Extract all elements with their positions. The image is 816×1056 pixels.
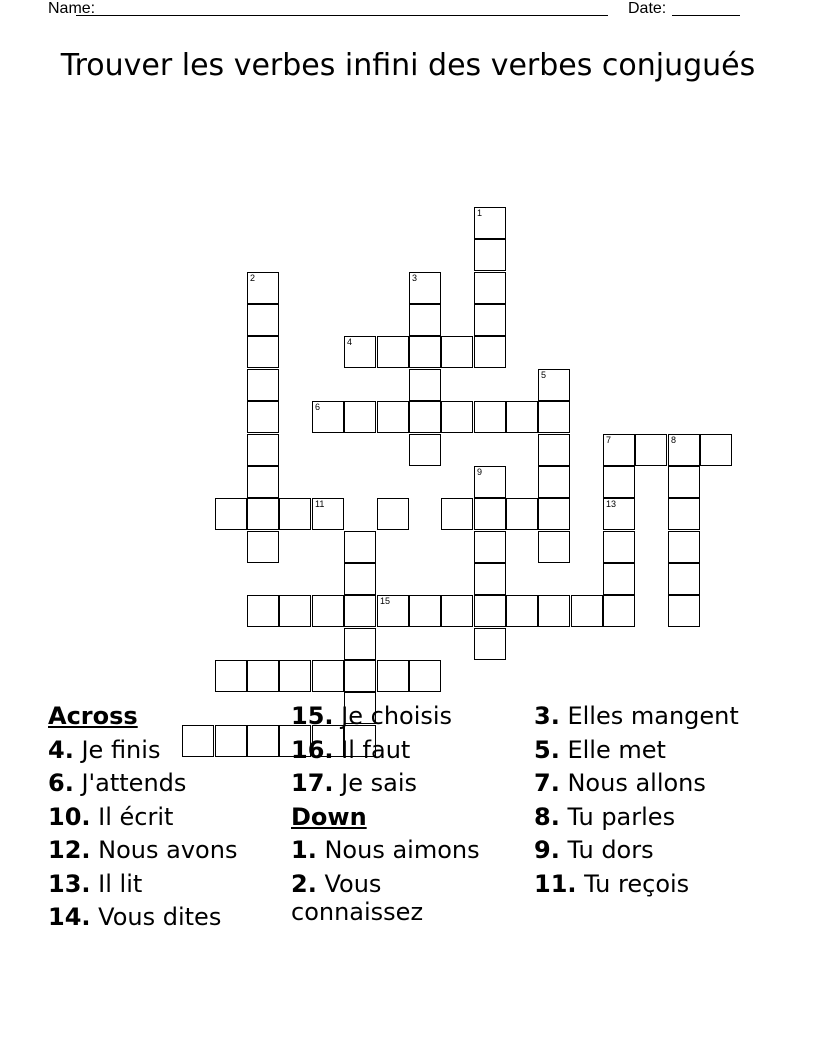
grid-cell [377, 660, 409, 692]
clue-number: 2. [291, 869, 317, 898]
grid-cell [312, 401, 344, 433]
clue-text: Vous connaissez [291, 869, 424, 926]
grid-cell [474, 401, 506, 433]
grid-cell [215, 660, 247, 692]
clue-text: Il faut [341, 735, 411, 764]
clues-column-2 [291, 702, 521, 931]
clue-across-6 [48, 769, 278, 797]
clue-number-label: 3 [412, 273, 418, 283]
grid-cell [474, 272, 506, 304]
grid-cell [506, 498, 538, 530]
clue-number: 6. [48, 769, 74, 797]
grid-cell [441, 595, 473, 627]
grid-cell [377, 498, 409, 530]
grid-cell [344, 628, 376, 660]
clue-number-label: 2 [250, 273, 256, 283]
clue-text: Je finis [81, 735, 161, 764]
grid-cell [409, 660, 441, 692]
clue-number-label: 9 [477, 467, 483, 477]
grid-cell [409, 272, 441, 304]
clue-number-label: 15 [380, 596, 391, 606]
grid-cell [441, 401, 473, 433]
clue-down-8 [534, 803, 774, 831]
grid-cell [474, 239, 506, 271]
grid-cell [409, 434, 441, 466]
grid-cell [409, 304, 441, 336]
clue-across-10 [48, 803, 278, 831]
clue-text: Il écrit [98, 802, 174, 831]
grid-cell [635, 434, 667, 466]
clue-number: 8. [534, 802, 560, 831]
grid-cell [409, 595, 441, 627]
grid-cell [474, 207, 506, 239]
grid-cell [603, 595, 635, 627]
grid-cell [312, 498, 344, 530]
clue-down-2 [291, 870, 521, 926]
clue-number: 4. [48, 735, 74, 764]
clue-text: Je sais [341, 769, 418, 797]
grid-cell [247, 369, 279, 401]
clue-across-12 [48, 836, 278, 864]
clue-across-16 [291, 736, 521, 764]
clue-number: 17. [291, 769, 334, 797]
clue-number: 11. [534, 869, 577, 898]
grid-cell [247, 660, 279, 692]
clue-number-label: 13 [606, 499, 617, 509]
grid-cell [409, 369, 441, 401]
grid-cell [247, 434, 279, 466]
grid-cell [474, 595, 506, 627]
clue-text: Nous aimons [324, 836, 480, 864]
clues-column-3 [534, 702, 774, 903]
grid-cell [377, 401, 409, 433]
grid-cell [377, 336, 409, 368]
clue-across-17 [291, 769, 521, 797]
clue-number: 14. [48, 903, 91, 931]
clue-down-1 [291, 836, 521, 864]
across-heading: Across [48, 702, 138, 730]
grid-cell [668, 498, 700, 530]
clue-down-3 [534, 702, 774, 730]
clue-text: Tu parles [567, 802, 676, 831]
grid-cell [603, 434, 635, 466]
clue-text: Vous dites [98, 903, 222, 931]
clue-number: 1. [291, 836, 317, 864]
grid-cell [603, 531, 635, 563]
grid-cell [409, 336, 441, 368]
clue-text: Je choisis [341, 702, 453, 730]
clue-number-label: 1 [477, 208, 483, 218]
clue-across-4 [48, 736, 278, 764]
grid-cell [538, 466, 570, 498]
grid-cell [279, 660, 311, 692]
grid-cell [668, 466, 700, 498]
grid-cell [344, 595, 376, 627]
grid-cell [538, 498, 570, 530]
grid-cell [474, 563, 506, 595]
clues-column-1 [48, 702, 278, 937]
name-label: Name: [48, 0, 96, 17]
grid-cell [344, 660, 376, 692]
grid-cell [344, 401, 376, 433]
clue-number: 3. [534, 702, 560, 730]
grid-cell [603, 563, 635, 595]
grid-cell [215, 498, 247, 530]
clue-number: 10. [48, 802, 91, 831]
clue-text: Nous allons [567, 769, 706, 797]
clue-number-label: 5 [541, 370, 547, 380]
grid-cell [474, 628, 506, 660]
clue-text: Tu dors [567, 836, 654, 864]
grid-cell [506, 595, 538, 627]
grid-cell [312, 660, 344, 692]
grid-cell [312, 595, 344, 627]
clue-text: Nous avons [98, 836, 238, 864]
clue-number-label: 8 [671, 435, 677, 445]
grid-cell [441, 498, 473, 530]
clue-down-11 [534, 870, 774, 898]
clue-across-14 [48, 903, 278, 931]
grid-cell [247, 498, 279, 530]
clue-number: 16. [291, 735, 334, 764]
grid-cell [474, 336, 506, 368]
down-heading: Down [291, 802, 367, 831]
clue-text: Il lit [98, 869, 143, 898]
clue-number: 7. [534, 769, 560, 797]
grid-cell [603, 498, 635, 530]
grid-cell [538, 531, 570, 563]
grid-cell [344, 336, 376, 368]
grid-cell [668, 434, 700, 466]
clue-across-13 [48, 870, 278, 898]
grid-cell [571, 595, 603, 627]
clue-number-label: 11 [315, 499, 325, 509]
grid-cell [700, 434, 732, 466]
clue-text: Elles mangent [567, 702, 739, 730]
clue-down-7 [534, 769, 774, 797]
clue-number-label: 7 [606, 435, 612, 445]
clue-across-15 [291, 702, 521, 730]
grid-cell [506, 401, 538, 433]
grid-cell [538, 401, 570, 433]
grid-cell [409, 401, 441, 433]
grid-cell [668, 563, 700, 595]
grid-cell [668, 595, 700, 627]
grid-cell [668, 531, 700, 563]
grid-cell [247, 336, 279, 368]
clue-text: Elle met [567, 735, 666, 764]
page-title: Trouver les verbes infini des verbes conjugués [60, 48, 756, 83]
grid-cell [538, 369, 570, 401]
date-label: Date: [628, 0, 667, 17]
clue-number-label: 6 [315, 402, 321, 412]
clue-text: Tu reçois [584, 869, 690, 898]
clue-number-label: 4 [347, 337, 353, 347]
grid-cell [603, 466, 635, 498]
grid-cell [474, 466, 506, 498]
grid-cell [247, 304, 279, 336]
clue-down-5 [534, 736, 774, 764]
grid-cell [441, 336, 473, 368]
grid-cell [474, 304, 506, 336]
grid-cell [247, 531, 279, 563]
grid-cell [247, 595, 279, 627]
clue-down-9 [534, 836, 774, 864]
clue-number: 5. [534, 735, 560, 764]
grid-cell [247, 401, 279, 433]
grid-cell [279, 595, 311, 627]
clue-text: J'attends [81, 769, 187, 797]
grid-cell [377, 595, 409, 627]
grid-cell [247, 272, 279, 304]
grid-cell [474, 498, 506, 530]
clue-number: 13. [48, 869, 91, 898]
grid-cell [538, 434, 570, 466]
grid-cell [247, 466, 279, 498]
clue-number: 12. [48, 836, 91, 864]
grid-cell [474, 531, 506, 563]
clue-number: 15. [291, 702, 334, 730]
grid-cell [344, 563, 376, 595]
grid-cell [279, 498, 311, 530]
clue-number: 9. [534, 836, 560, 864]
grid-cell [538, 595, 570, 627]
grid-cell [344, 531, 376, 563]
